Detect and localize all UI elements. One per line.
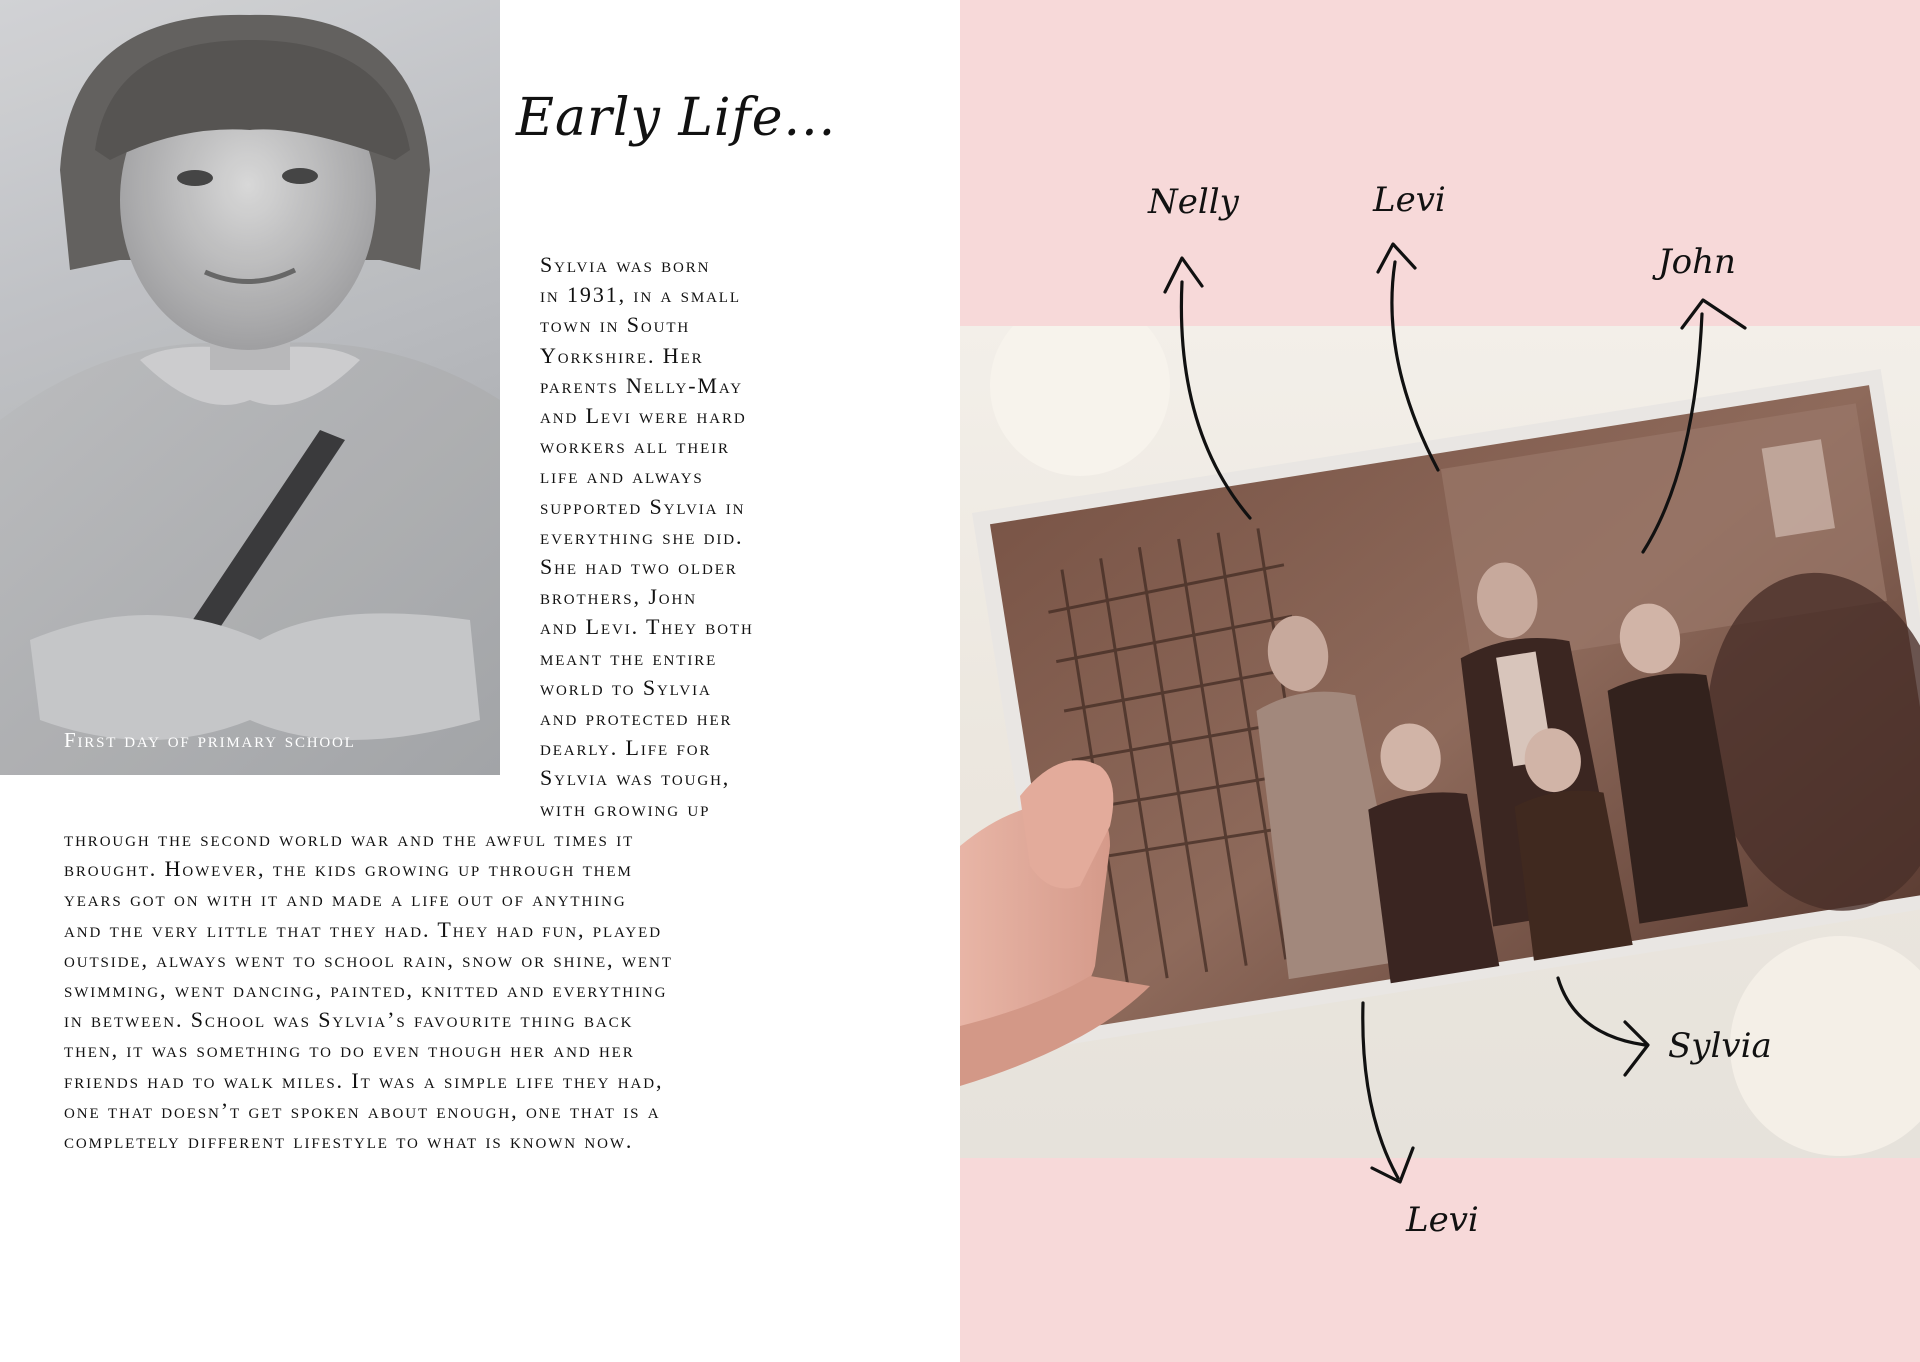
text-line: world to Sylvia: [540, 674, 712, 700]
text-line: Yorkshire. Her: [540, 342, 704, 368]
text-line: friends had to walk miles. It was a simple life they had,: [64, 1067, 664, 1093]
text-line: workers all their: [540, 433, 730, 459]
arrowhead-nelly: [1165, 258, 1202, 292]
photo-caption: First day of primary school: [64, 728, 356, 752]
text-line: and Levi. They both: [540, 614, 754, 640]
label-john: John: [1658, 242, 1736, 282]
text-line: through the second world war and the awful times it: [64, 826, 635, 851]
label-levi-brother: Levi: [1406, 1200, 1479, 1240]
text-line: with growing up: [540, 795, 711, 821]
arrowhead-levi-father: [1378, 244, 1415, 272]
portrait-photo: [0, 0, 500, 775]
text-line: and protected her: [540, 705, 733, 731]
text-line: and the very little that they had. They had fun, played: [64, 916, 662, 942]
text-line: outside, always went to school rain, snow or shine, went: [64, 946, 673, 972]
label-nelly: Nelly: [1148, 182, 1239, 222]
family-photo-band: [960, 326, 1920, 1158]
body-text-narrow-column: [540, 250, 754, 824]
text-line: parents Nelly-May: [540, 372, 743, 398]
text-line: swimming, went dancing, painted, knitted and everything: [64, 977, 668, 1003]
right-page: [960, 0, 1920, 1362]
body-text-wide-column: [64, 824, 673, 1156]
text-line: supported Sylvia in: [540, 493, 746, 519]
arrowhead-john: [1682, 300, 1745, 328]
text-line: and Levi were hard: [540, 403, 747, 429]
label-levi-father: Levi: [1373, 180, 1446, 220]
text-line: dearly. Life for: [540, 735, 712, 761]
text-line: years got on with it and made a life out of anything: [64, 886, 627, 912]
label-sylvia: Sylvia: [1668, 1026, 1772, 1066]
text-line: town in South: [540, 312, 691, 338]
text-line: completely different lifestyle to what is known now.: [64, 1128, 634, 1154]
hand-holding-photo-image: [960, 326, 1920, 1158]
text-line: in between. School was Sylvia’s favourite thing back: [64, 1007, 634, 1033]
text-line: Sylvia was born: [540, 252, 711, 277]
text-line: She had two older: [540, 554, 738, 580]
text-line: Sylvia was tough,: [540, 765, 731, 791]
page-title: Early Life...: [516, 88, 837, 148]
text-line: meant the entire: [540, 644, 718, 670]
text-line: one that doesn’t get spoken about enough, one that is a: [64, 1097, 661, 1123]
text-line: brought. However, the kids growing up through them: [64, 856, 633, 882]
text-line: life and always: [540, 463, 704, 489]
text-line: in 1931, in a small: [540, 282, 741, 308]
text-line: brothers, John: [540, 584, 698, 610]
text-line: then, it was something to do even though her and her: [64, 1037, 635, 1063]
text-line: everything she did.: [540, 523, 744, 549]
girl-portrait-image: [0, 0, 500, 775]
